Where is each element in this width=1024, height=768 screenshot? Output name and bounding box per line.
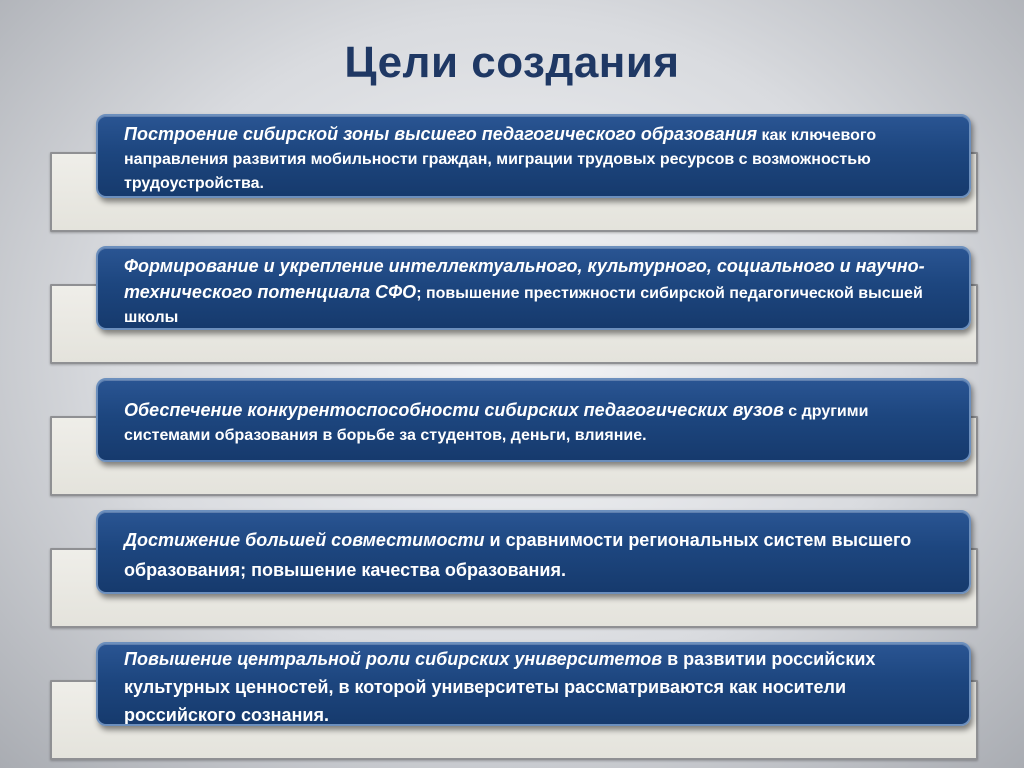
goal-item-3	[50, 378, 974, 498]
goal-rest-text: в развитии российских культурных ценностей, в которой университеты рассматриваются как носители российского сознания.	[124, 649, 876, 725]
goal-lead-text: Построение сибирской зоны высшего педагогического образования	[124, 124, 758, 144]
goal-rest-text: с другими системами образования в борьбе за студентов, деньги, влияние.	[124, 403, 869, 444]
goal-rest-text: и сравнимости региональных систем высшего образования; повышение качества образования.	[124, 530, 912, 580]
goal-card	[96, 510, 971, 594]
goal-lead-text: Повышение центральной роли сибирских университетов	[124, 649, 663, 669]
goal-card	[96, 114, 971, 198]
goal-item-4	[50, 510, 974, 630]
goal-rest-text: ; повышение престижности сибирской педагогической высшей школы	[124, 285, 923, 326]
goal-card	[96, 642, 971, 726]
slide-title: Цели создания	[344, 38, 680, 87]
goal-card	[96, 378, 971, 462]
goal-item-2	[50, 246, 974, 366]
goal-lead-text: Достижение большей совместимости	[124, 530, 485, 550]
goal-lead-text: Формирование и укрепление интеллектуального, культурного, социального и научно-технического потенциала СФО	[124, 256, 925, 302]
goal-item-1	[50, 114, 974, 234]
goal-lead-text: Обеспечение конкурентоспособности сибирских педагогических вузов	[124, 400, 784, 420]
goal-rest-text: как ключевого направления развития мобильности граждан, миграции трудовых ресурсов с возможностью трудоустройства.	[124, 127, 877, 192]
goal-item-5	[50, 642, 974, 762]
goal-card	[96, 246, 971, 330]
